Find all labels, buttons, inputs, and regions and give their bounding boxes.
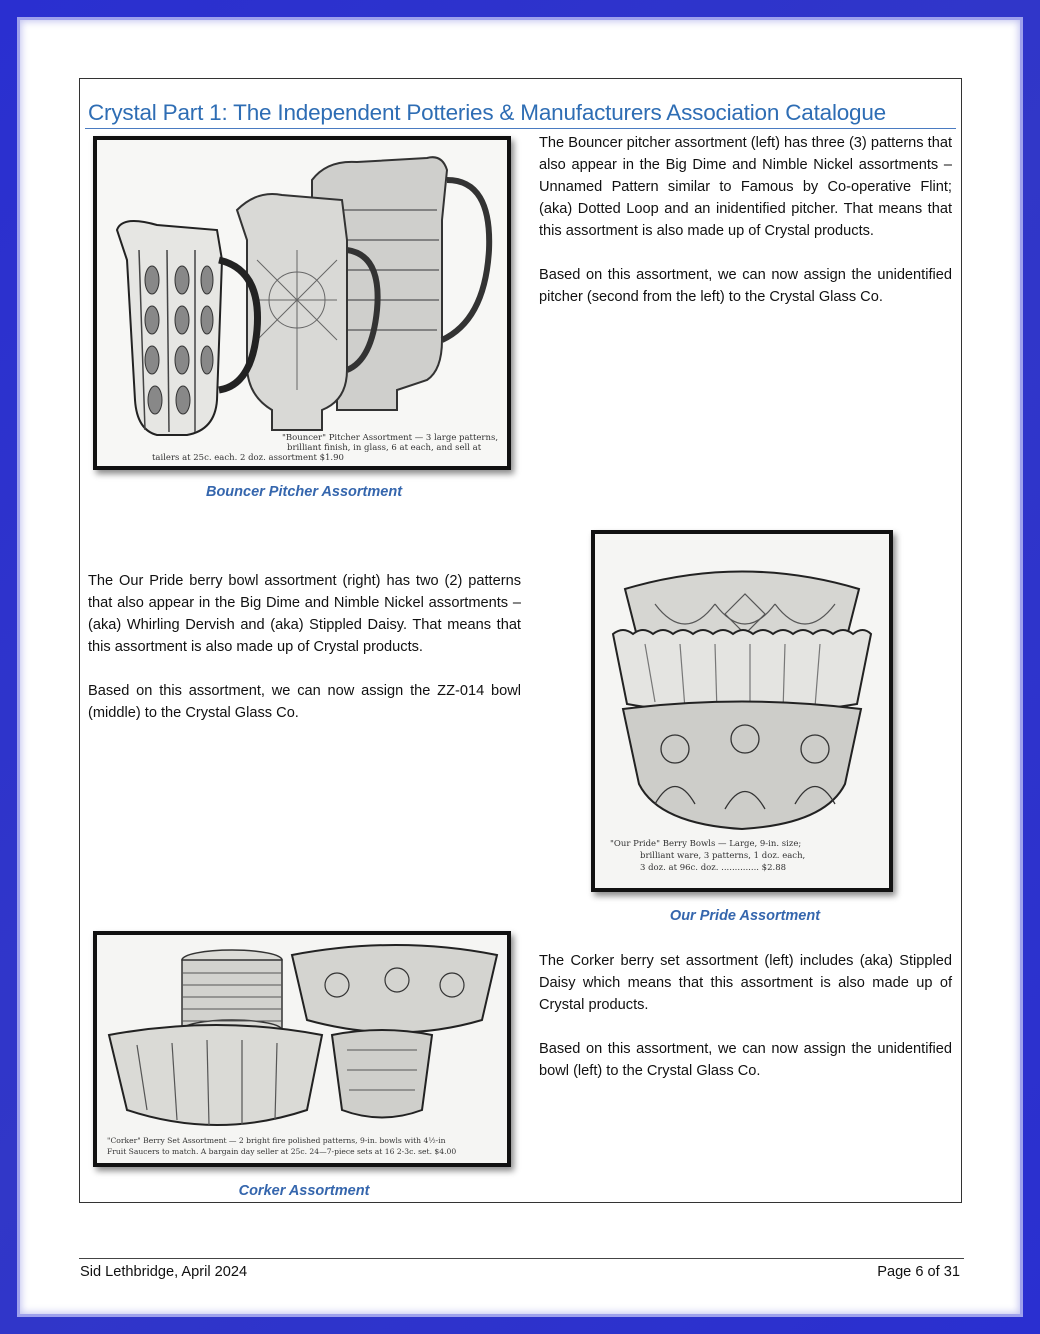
our-pride-paragraph-2: Based on this assortment, we can now assign the ZZ-014 bowl (middle) to the Crystal Glass Co. bbox=[88, 683, 521, 721]
bouncer-image-text-3: tailers at 25c. each. 2 doz. assortment $1.90 bbox=[152, 453, 344, 463]
corker-paragraph-2: Based on this assortment, we can now assign the unidentified bowl (left) to the Crystal Glass Co. bbox=[539, 1041, 952, 1079]
our-pride-text bbox=[88, 570, 521, 724]
corker-image-text-1: "Corker" Berry Set Assortment — 2 bright fire polished patterns, 9-in. bowls with 4½-in bbox=[107, 1136, 446, 1145]
corker-paragraph-1: The Corker berry set assortment (left) includes (aka) Stippled Daisy which means that this assortment is also made up of Crystal products. bbox=[539, 953, 952, 1013]
bouncer-pitcher-image bbox=[93, 136, 511, 470]
bouncer-caption: Bouncer Pitcher Assortment bbox=[205, 484, 403, 500]
our-pride-paragraph-1: The Our Pride berry bowl assortment (right) has two (2) patterns that also appear in the Big Dime and Nimble Nickel assortments – (aka) Whirling Dervish and (aka) Stippled Daisy. That means that this assortment is also made up of Crystal products. bbox=[88, 573, 521, 655]
bouncer-text bbox=[539, 132, 952, 308]
corker-image bbox=[93, 931, 511, 1167]
corker-image-text-2: Fruit Saucers to match. A bargain day seller at 25c. 24—7-piece sets at 16 2-3c. set. $4.00 bbox=[107, 1147, 457, 1156]
our-pride-image bbox=[591, 530, 893, 892]
footer-page-number: Page 6 of 31 bbox=[877, 1264, 960, 1280]
footer-rule bbox=[79, 1258, 964, 1259]
bouncer-paragraph-2: Based on this assortment, we can now assign the unidentified pitcher (second from the left) to the Crystal Glass Co. bbox=[539, 267, 952, 305]
our-pride-caption: Our Pride Assortment bbox=[669, 908, 821, 924]
our-pride-image-text-3: 3 doz. at 96c. doz. .............. $2.88 bbox=[640, 863, 787, 873]
corker-caption: Corker Assortment bbox=[238, 1183, 370, 1199]
footer-author-date: Sid Lethbridge, April 2024 bbox=[80, 1264, 248, 1280]
corker-text bbox=[539, 950, 952, 1082]
title-rule bbox=[85, 128, 956, 129]
bouncer-image-text-2: brilliant finish, in glass, 6 at each, and sell at bbox=[287, 443, 482, 453]
our-pride-image-text-2: brilliant ware, 3 patterns, 1 doz. each, bbox=[640, 851, 806, 861]
bouncer-image-text-1: "Bouncer" Pitcher Assortment — 3 large patterns, bbox=[282, 433, 499, 443]
bouncer-paragraph-1: The Bouncer pitcher assortment (left) has three (3) patterns that also appear in the Big Dime and Nimble Nickel assortments –Unnamed Pattern similar to Famous by Co-operative Flint; (aka) Dotted Loop and an inidentified pitcher. That means that this assortment is also made up of Crystal products. bbox=[539, 135, 952, 239]
our-pride-image-text-1: "Our Pride" Berry Bowls — Large, 9-in. size; bbox=[610, 839, 802, 849]
page-title: Crystal Part 1: The Independent Potteries & Manufacturers Association Catalogue bbox=[88, 100, 886, 125]
